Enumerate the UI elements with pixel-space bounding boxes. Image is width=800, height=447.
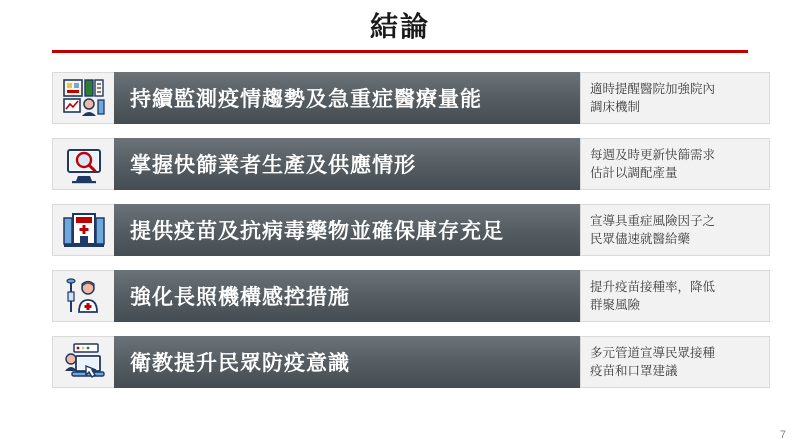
magnifier-computer-icon (52, 138, 114, 190)
list-item (0, 336, 800, 388)
note-line-1: 適時提醒醫院加強院內 (590, 81, 716, 96)
page-number: 7 (779, 429, 786, 441)
note-line-2: 調床機制 (590, 100, 641, 114)
note-line-1: 宣導具重症風險因子之 (590, 213, 716, 228)
note-line-2: 估計以調配產量 (590, 166, 678, 180)
note-line-2: 疫苗和口罩建議 (590, 364, 678, 378)
list-item-label: 掌握快篩業者生產及供應情形 (114, 138, 580, 190)
note-line-1: 提升疫苗接種率，降低 (590, 279, 716, 294)
list-item-note (580, 138, 770, 190)
nurse-care-icon (52, 270, 114, 322)
list-item-label: 持續監測疫情趨勢及急重症醫療量能 (114, 72, 580, 124)
note-line-2: 群聚風險 (590, 298, 641, 312)
list-item (0, 270, 800, 322)
list-item (0, 204, 800, 256)
note-line-1: 多元管道宣導民眾接種 (590, 345, 716, 360)
page-title: 結論 (369, 11, 430, 42)
hospital-building-icon (52, 204, 114, 256)
list-item-note (580, 270, 770, 322)
conclusion-list (0, 72, 800, 402)
list-item (0, 72, 800, 124)
list-item-note (580, 204, 770, 256)
list-item-label: 衛教提升民眾防疫意識 (114, 336, 580, 388)
title-divider (52, 50, 748, 53)
list-item (0, 138, 800, 190)
list-item-label: 強化長照機構感控措施 (114, 270, 580, 322)
list-item-note (580, 336, 770, 388)
note-line-2: 民眾儘速就醫給藥 (590, 232, 691, 246)
note-line-1: 每週及時更新快篩需求 (590, 147, 716, 162)
list-item-label: 提供疫苗及抗病毒藥物並確保庫存充足 (114, 204, 580, 256)
monitoring-dashboard-icon (52, 72, 114, 124)
laptop-hand-icon (52, 336, 114, 388)
list-item-note (580, 72, 770, 124)
